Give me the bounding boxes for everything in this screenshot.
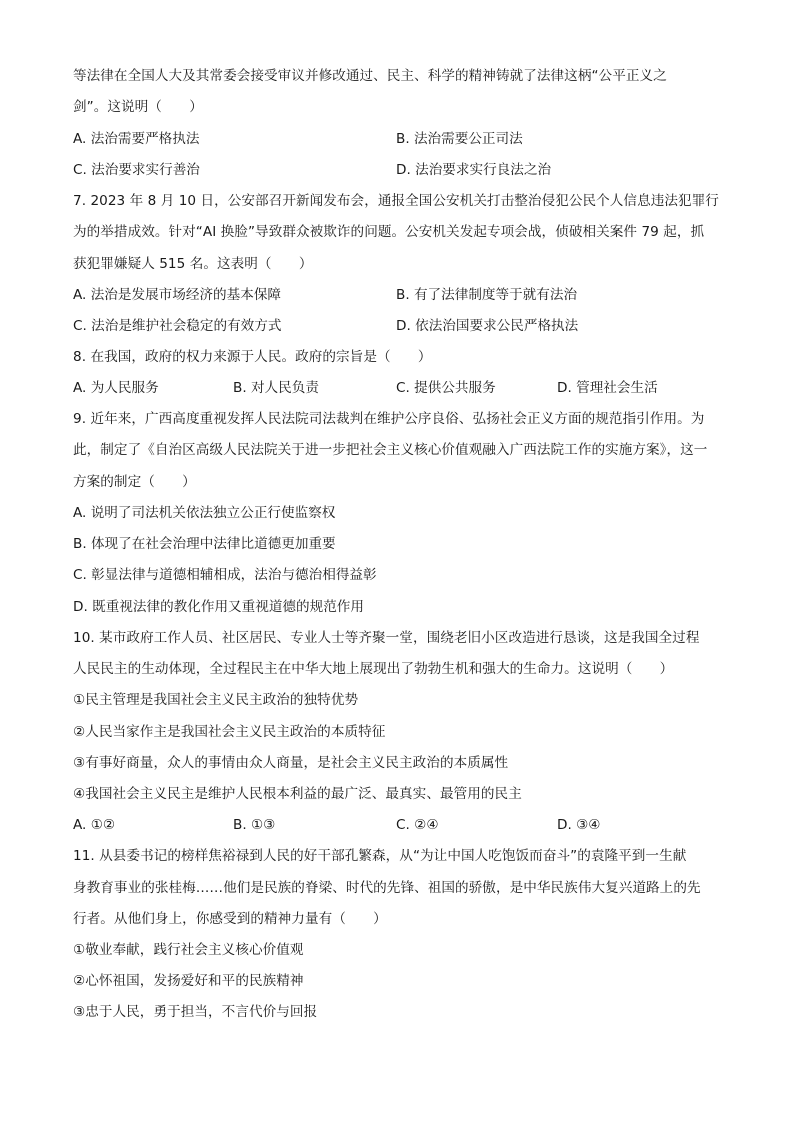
q8-stem-line-1: 8. 在我国，政府的权力来源于人民。政府的宗旨是（ ） bbox=[73, 349, 432, 365]
q9-option-b[interactable]: B. 体现了在社会治理中法律比道德更加重要 bbox=[73, 536, 336, 552]
q10-stem-line-2: 人民民主的生动体现，全过程民主在中华大地上展现出了勃勃生机和强大的生命力。这说明（ ） bbox=[73, 661, 674, 677]
q9-stem-line-2: 此，制定了《自治区高级人民法院关于进一步把社会主义核心价值观融入广西法院工作的实施方案》，这一 bbox=[73, 442, 708, 458]
q6-option-c[interactable]: C. 法治要求实行善治 bbox=[73, 162, 200, 178]
q9-stem-line-3: 方案的制定（ ） bbox=[73, 474, 196, 490]
q10-option-a[interactable]: A. ①② bbox=[73, 817, 116, 833]
q10-statement-1: ①民主管理是我国社会主义民主政治的独特优势 bbox=[73, 692, 359, 708]
q10-statement-4: ④我国社会主义民主是维护人民根本利益的最广泛、最真实、最管用的民主 bbox=[73, 786, 522, 802]
q6-option-b[interactable]: B. 法治需要公正司法 bbox=[396, 131, 523, 147]
q11-stem-line-1: 11. 从县委书记的榜样焦裕禄到人民的好干部孔繁森，从“为让中国人吃饱饭而奋斗”的袁隆平到一生献 bbox=[73, 848, 687, 864]
q10-statement-2: ②人民当家作主是我国社会主义民主政治的本质特征 bbox=[73, 724, 386, 740]
q6-stem-line-2: 剑”。这说明（ ） bbox=[73, 99, 203, 115]
q8-option-a[interactable]: A. 为人民服务 bbox=[73, 380, 159, 396]
q7-stem-line-2: 为的举措成效。针对“AI 换脸”导致群众被欺诈的问题。公安机关发起专项会战，侦破相关案件 79 起，抓 bbox=[73, 224, 705, 240]
q8-option-d[interactable]: D. 管理社会生活 bbox=[557, 380, 658, 396]
q8-option-b[interactable]: B. 对人民负责 bbox=[233, 380, 319, 396]
q6-option-d[interactable]: D. 法治要求实行良法之治 bbox=[396, 162, 552, 178]
q9-stem-line-1: 9. 近年来，广西高度重视发挥人民法院司法裁判在维护公序良俗、弘扬社会正义方面的规范指引作用。为 bbox=[73, 411, 705, 427]
q9-option-c[interactable]: C. 彰显法律与道德相辅相成，法治与德治相得益彰 bbox=[73, 567, 377, 583]
q11-statement-2: ②心怀祖国，发扬爱好和平的民族精神 bbox=[73, 973, 304, 989]
q7-option-b[interactable]: B. 有了法律制度等于就有法治 bbox=[396, 287, 578, 303]
q9-option-d[interactable]: D. 既重视法律的教化作用又重视道德的规范作用 bbox=[73, 599, 364, 615]
q10-statement-3: ③有事好商量，众人的事情由众人商量，是社会主义民主政治的本质属性 bbox=[73, 755, 509, 771]
q11-stem-line-2: 身教育事业的张桂梅……他们是民族的脊梁、时代的先锋、祖国的骄傲，是中华民族伟大复兴道路上的先 bbox=[73, 880, 701, 896]
q7-stem-line-1: 7. 2023 年 8 月 10 日，公安部召开新闻发布会，通报全国公安机关打击整治侵犯公民个人信息违法犯罪行 bbox=[73, 193, 719, 209]
q7-option-d[interactable]: D. 依法治国要求公民严格执法 bbox=[396, 318, 579, 334]
q11-stem-line-3: 行者。从他们身上，你感受到的精神力量有（ ） bbox=[73, 911, 387, 927]
q11-statement-1: ①敬业奉献，践行社会主义核心价值观 bbox=[73, 942, 304, 958]
q6-stem-line-1: 等法律在全国人大及其常委会接受审议并修改通过、民主、科学的精神铸就了法律这柄“公平正义之 bbox=[73, 68, 667, 84]
q11-statement-3: ③忠于人民，勇于担当，不言代价与回报 bbox=[73, 1004, 318, 1020]
q8-option-c[interactable]: C. 提供公共服务 bbox=[396, 380, 496, 396]
q6-option-a[interactable]: A. 法治需要严格执法 bbox=[73, 131, 200, 147]
q10-option-c[interactable]: C. ②④ bbox=[396, 817, 439, 833]
q9-option-a[interactable]: A. 说明了司法机关依法独立公正行使监察权 bbox=[73, 505, 336, 521]
q7-option-c[interactable]: C. 法治是维护社会稳定的有效方式 bbox=[73, 318, 282, 334]
q10-option-d[interactable]: D. ③④ bbox=[557, 817, 601, 833]
q7-option-a[interactable]: A. 法治是发展市场经济的基本保障 bbox=[73, 287, 282, 303]
q10-stem-line-1: 10. 某市政府工作人员、社区居民、专业人士等齐聚一堂，围绕老旧小区改造进行恳谈，这是我国全过程 bbox=[73, 630, 700, 646]
q7-stem-line-3: 获犯罪嫌疑人 515 名。这表明（ ） bbox=[73, 256, 313, 272]
q10-option-b[interactable]: B. ①③ bbox=[233, 817, 276, 833]
